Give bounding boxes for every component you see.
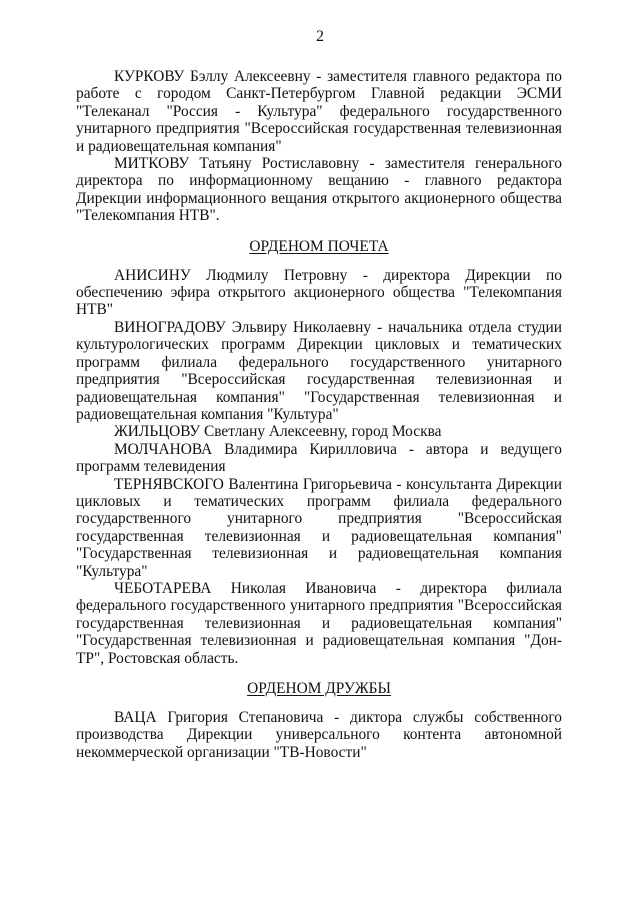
award-entry-ternyavsky: ТЕРНЯВСКОГО Валентина Григорьевича - консультанта Дирекции цикловых и тематических программ филиала федерального государственного унитарного предприятия "Всероссийская государственная телевизионная и радиовещательная компания" "Государственная телевизионная и радиовещательная компания "Культура": [76, 475, 562, 580]
award-entry-vats: ВАЦА Григория Степановича - диктора службы собственного производства Дирекции универсального контента автономной некоммерческой организации "ТВ-Новости": [76, 709, 562, 761]
award-entry-molchanov: МОЛЧАНОВА Владимира Кирилловича - автора и ведущего программ телевидения: [76, 440, 562, 476]
award-entry-zhiltsova: ЖИЛЬЦОВУ Светлану Алексеевну, город Москва: [114, 423, 442, 441]
page-number: 2: [316, 28, 324, 45]
section-heading-order-of-honor: ОРДЕНОМ ПОЧЕТА: [249, 237, 389, 255]
document-body: [76, 68, 562, 761]
award-entry-vinogradova: ВИНОГРАДОВУ Эльвиру Николаевну - начальника отдела студии культурологических программ Дирекции цикловых и тематических программ филиала федерального государственного унитарного предприятия "Всероссийская государственная телевизионная и радиовещательная компания" "Государственная телевизионная и радиовещательная компания "Культура": [76, 318, 562, 423]
award-entry-kurkova: КУРКОВУ Бэллу Алексеевну - заместителя главного редактора по работе с городом Санкт-Петербургом Главной редакции ЭСМИ "Телеканал "Россия - Культура" федерального государственного унитарного предприятия "Всероссийская государственная телевизионная и радиовещательная компания": [76, 68, 562, 155]
award-entry-chebotarev: ЧЕБОТАРЕВА Николая Ивановича - директора филиала федерального государственного унитарного предприятия "Всероссийская государственная телевизионная и радиовещательная компания" "Государственная телевизионная и радиовещательная компания "Дон-ТР", Ростовская область.: [76, 579, 562, 667]
award-entry-mitkova: МИТКОВУ Татьяну Ростиславовну - заместителя генерального директора по информационному вещанию - главного редактора Дирекции информационного вещания открытого акционерного общества "Телекомпания НТВ".: [76, 155, 562, 225]
award-entry-anisina: АНИСИНУ Людмилу Петровну - директора Дирекции по обеспечению эфира открытого акционерного общества "Телекомпания НТВ": [76, 266, 562, 319]
section-heading-order-of-friendship: ОРДЕНОМ ДРУЖБЫ: [247, 680, 391, 697]
